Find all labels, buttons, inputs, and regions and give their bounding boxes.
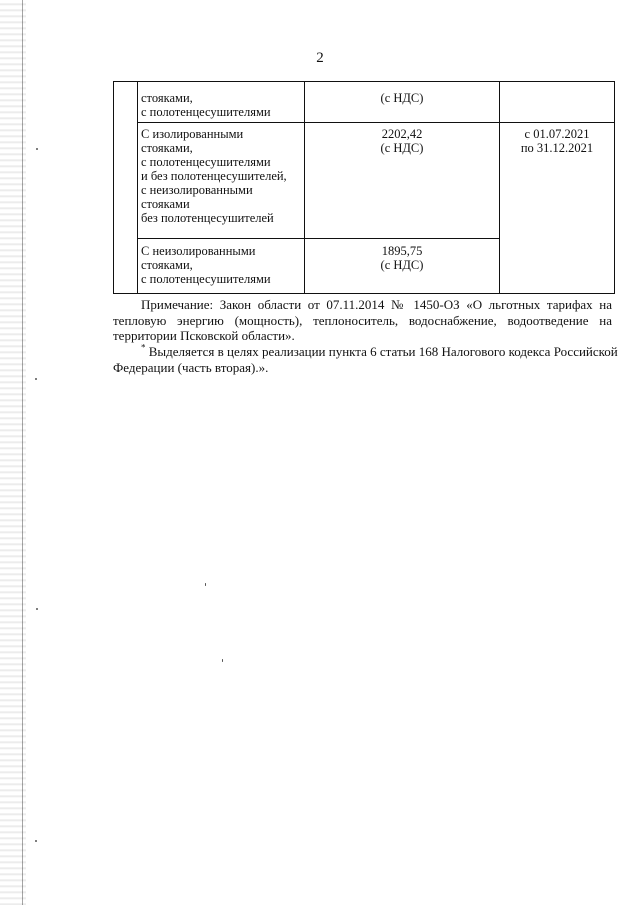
footnote-text: Выделяется в целях реализации пункта 6 статьи 168 Налогового кодекса Российской — [148, 344, 618, 359]
period-end: по 31.12.2021 — [520, 141, 594, 155]
note-line: тепловую энергию (мощность), теплоноситель, водоснабжение, водоотведение на — [113, 312, 612, 328]
description-cell — [138, 82, 305, 123]
description-line: с полотенцесушителями — [141, 155, 271, 169]
tariff-line: (с НДС) — [380, 141, 424, 155]
tariff-cell — [305, 82, 500, 123]
page-number: 2 — [316, 50, 324, 66]
period-cell — [500, 123, 615, 294]
tariff-value: 2202,42 — [381, 127, 423, 141]
footnote-marker: * — [141, 342, 146, 353]
description-cell — [138, 123, 305, 239]
table-blank-cell — [114, 82, 138, 294]
description-line: без полотенцесушителей — [141, 211, 274, 225]
tariff-line: (с НДС) — [380, 258, 424, 272]
description-line: стояками, — [141, 258, 193, 272]
description-line: с неизолированными — [141, 183, 253, 197]
description-line: с полотенцесушителями — [141, 272, 271, 286]
scan-speck — [36, 608, 38, 610]
description-line: С неизолированными — [141, 244, 256, 258]
tariff-table — [113, 81, 615, 294]
table-row — [114, 123, 615, 239]
footnote-line — [113, 342, 618, 360]
period-start: с 01.07.2021 — [524, 127, 590, 141]
description-line: С изолированными — [141, 127, 244, 141]
description-cell — [138, 239, 305, 294]
footnote-paragraph — [113, 342, 618, 375]
description-line: стояками, — [141, 91, 193, 105]
scan-speck — [35, 378, 37, 380]
description-line: с полотенцесушителями — [141, 105, 271, 119]
period-cell — [500, 82, 615, 123]
description-line: стояками — [141, 197, 190, 211]
tariff-value: 1895,75 — [381, 244, 423, 258]
description-line: стояками, — [141, 141, 193, 155]
scan-edge-line — [22, 0, 23, 905]
tariff-cell — [305, 123, 500, 239]
scan-speck — [35, 840, 37, 842]
table-row — [114, 82, 615, 123]
note-paragraph — [113, 297, 612, 344]
tariff-line: (с НДС) — [380, 91, 424, 105]
note-line: территории Псковской области». — [113, 328, 295, 343]
scan-speck — [205, 583, 206, 586]
scan-speck — [36, 148, 38, 150]
tariff-cell — [305, 239, 500, 294]
description-line: и без полотенцесушителей, — [141, 169, 287, 183]
footnote-line: Федерации (часть вторая).». — [113, 359, 269, 375]
note-line: Примечание: Закон области от 07.11.2014 № 1450-ОЗ «О льготных тарифах на — [141, 297, 612, 312]
scan-speck — [222, 659, 223, 662]
